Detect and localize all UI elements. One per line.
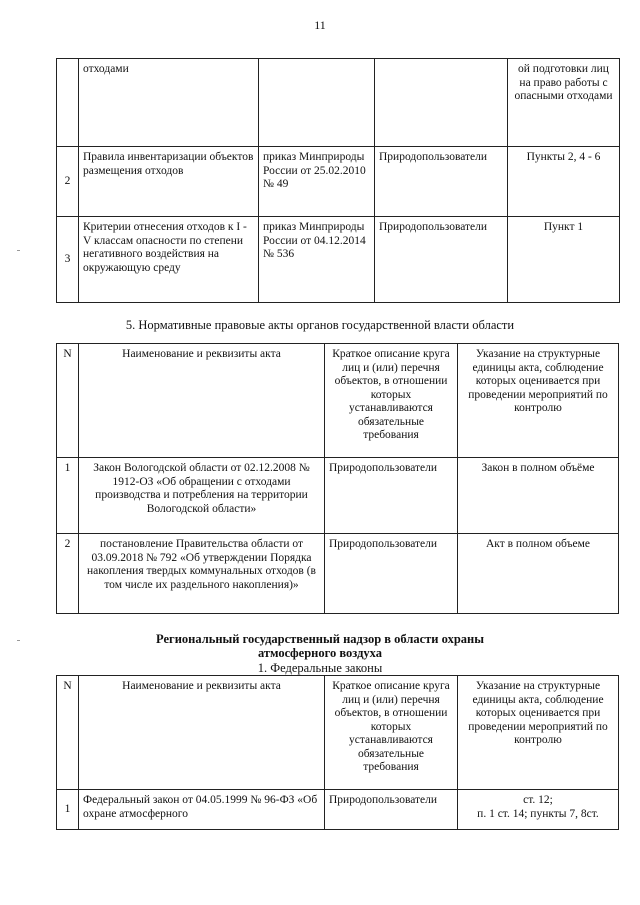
- act-document: приказ Минприроды России от 25.02.2010 № 49: [259, 147, 375, 217]
- table-header-row: [57, 676, 619, 790]
- table-row: [57, 217, 620, 303]
- act-name: Критерии отнесения отходов к I - V классам опасности по степени негативного воздействия на окружающую среду: [79, 217, 259, 303]
- header-name: Наименование и реквизиты акта: [79, 676, 325, 790]
- act-scope: Пункт 1: [508, 217, 620, 303]
- header-num: N: [57, 676, 79, 790]
- section-title: 5. Нормативные правовые акты органов государственной власти области: [125, 318, 515, 332]
- section-title: 1. Федеральные законы: [257, 661, 383, 675]
- row-number: [57, 59, 79, 147]
- act-document: [259, 59, 375, 147]
- table-row: [57, 59, 620, 147]
- header-subjects: Краткое описание круга лиц и (или) перечня объектов, в отношении которых устанавливаются обязательные требования: [325, 344, 458, 458]
- act-name: Закон Вологодской области от 02.12.2008 № 1912-ОЗ «Об обращении с отходами производства и потребления на территории Вологодской области»: [79, 458, 325, 534]
- act-subjects: Природопользователи: [375, 147, 508, 217]
- table-row: [57, 790, 619, 830]
- table-regional-acts: [56, 343, 619, 614]
- table-row: [57, 147, 620, 217]
- table-header-row: [57, 344, 619, 458]
- table-row: [57, 458, 619, 534]
- act-document: приказ Минприроды России от 04.12.2014 № 536: [259, 217, 375, 303]
- act-subjects: Природопользователи: [325, 790, 458, 830]
- table-atmosphere-federal-laws: [56, 675, 619, 830]
- act-scope-line1: ст. 12;: [523, 794, 553, 806]
- act-name: Правила инвентаризации объектов размещения отходов: [79, 147, 259, 217]
- act-subjects: Природопользователи: [325, 534, 458, 614]
- header-name: Наименование и реквизиты акта: [79, 344, 325, 458]
- header-num: N: [57, 344, 79, 458]
- row-number: 2: [57, 534, 79, 614]
- act-name: постановление Правительства области от 03.09.2018 № 792 «Об утверждении Порядка накопления твердых коммунальных отходов (в том числе их раздельного накопления)»: [79, 534, 325, 614]
- margin-mark: [17, 250, 20, 251]
- row-number: 3: [57, 217, 79, 303]
- act-name: Федеральный закон от 04.05.1999 № 96-ФЗ «Об охране атмосферного: [79, 790, 325, 830]
- header-subjects: Краткое описание круга лиц и (или) перечня объектов, в отношении которых устанавливаются обязательные требования: [325, 676, 458, 790]
- header-scope: Указание на структурные единицы акта, соблюдение которых оценивается при проведении мероприятий по контролю: [458, 676, 619, 790]
- row-number: 1: [57, 790, 79, 830]
- row-number: 1: [57, 458, 79, 534]
- regional-title-line1: Региональный государственный надзор в области охраны: [156, 632, 484, 646]
- act-scope: ой подготовки лиц на право работы с опасными отходами: [508, 59, 620, 147]
- row-number: 2: [57, 147, 79, 217]
- act-subjects: Природопользователи: [375, 217, 508, 303]
- act-scope: Пункты 2, 4 - 6: [508, 147, 620, 217]
- act-scope: [458, 790, 619, 830]
- act-scope: Акт в полном объеме: [458, 534, 619, 614]
- act-subjects: [375, 59, 508, 147]
- header-scope: Указание на структурные единицы акта, соблюдение которых оценивается при проведении мероприятий по контролю: [458, 344, 619, 458]
- act-scope: Закон в полном объёме: [458, 458, 619, 534]
- act-name: отходами: [79, 59, 259, 147]
- table-row: [57, 534, 619, 614]
- act-subjects: Природопользователи: [325, 458, 458, 534]
- regional-title-line2: атмосферного воздуха: [257, 646, 382, 660]
- act-scope-line2: п. 1 ст. 14; пункты 7, 8ст.: [477, 807, 599, 820]
- page-number: 11: [314, 18, 326, 32]
- table-waste-federal-continuation: [56, 58, 620, 303]
